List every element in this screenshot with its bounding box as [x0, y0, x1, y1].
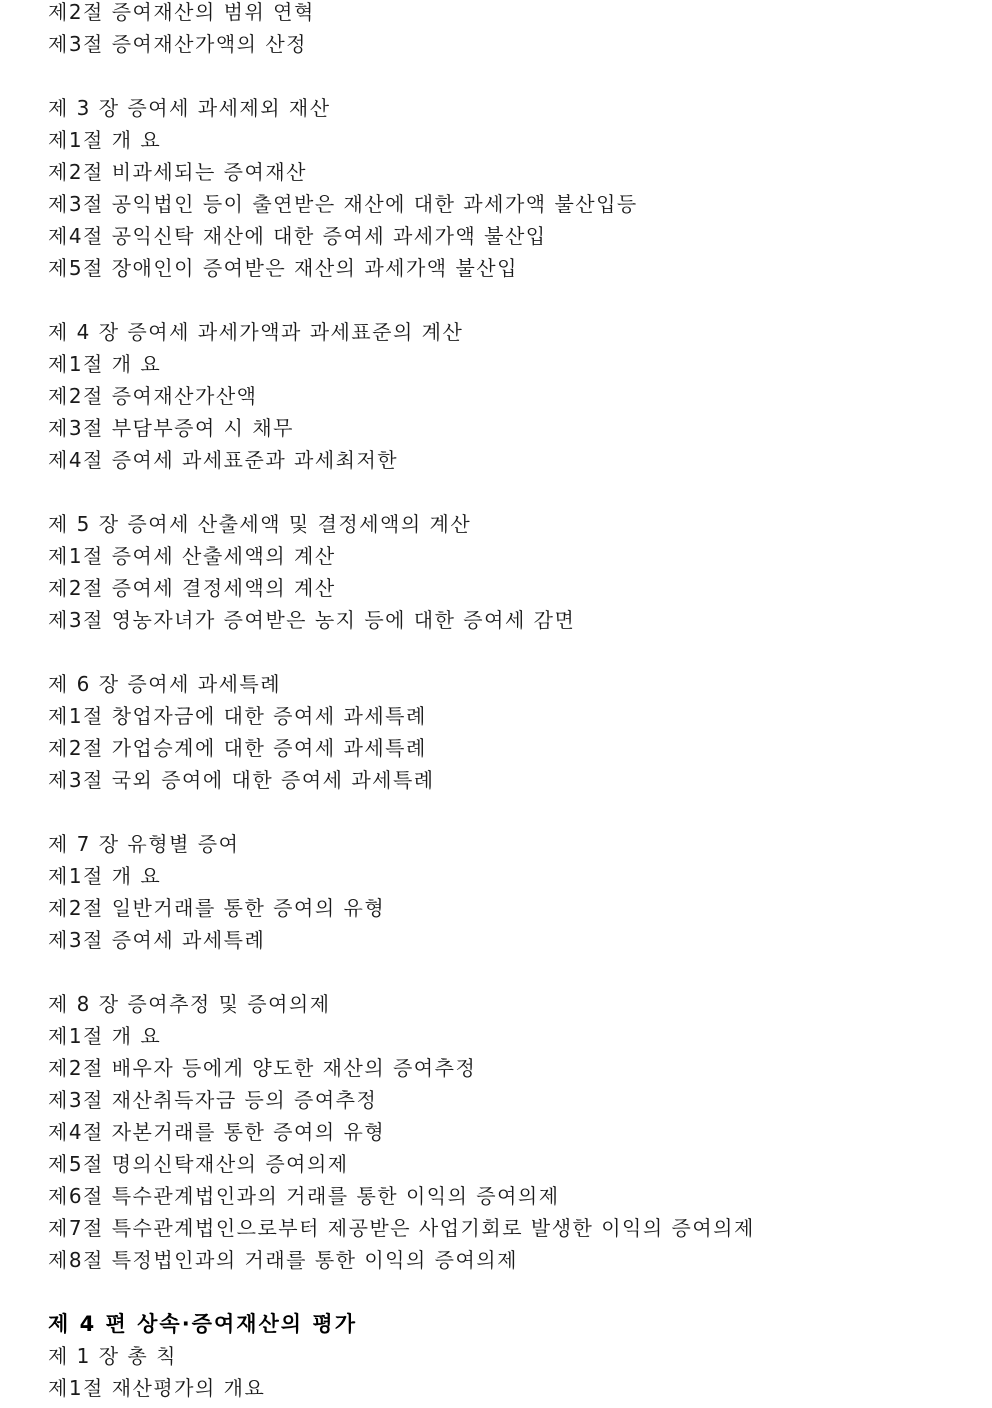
spacer — [48, 800, 968, 832]
chapter-heading: 제 8 장 증여추정 및 증여의제 — [48, 992, 331, 1016]
section-entry: 제7절 특수관계법인으로부터 제공받은 사업기회로 발생한 이익의 증여의제 — [48, 1216, 755, 1240]
chapter-heading: 제 7 장 유형별 증여 — [48, 832, 240, 856]
section-entry: 제2절 배우자 등에게 양도한 재산의 증여추정 — [48, 1056, 477, 1080]
section-entry: 제3절 증여세 과세특례 — [48, 928, 266, 952]
section-entry: 제2절 일반거래를 통한 증여의 유형 — [48, 896, 386, 920]
section-entry: 제1절 개 요 — [48, 352, 162, 376]
chapter-heading: 제 5 장 증여세 산출세액 및 결정세액의 계산 — [48, 512, 472, 536]
section-entry: 제3절 재산취득자금 등의 증여추정 — [48, 1088, 378, 1112]
section-entry: 제5절 명의신탁재산의 증여의제 — [48, 1152, 349, 1176]
section-entry: 제1절 증여세 산출세액의 계산 — [48, 544, 336, 568]
section-entry: 제2절 증여재산의 범위 연혁 — [48, 0, 315, 24]
section-entry: 제3절 국외 증여에 대한 증여세 과세특례 — [48, 768, 435, 792]
section-entry: 제3절 부담부증여 시 채무 — [48, 416, 294, 440]
section-entry: 제2절 증여세 결정세액의 계산 — [48, 576, 336, 600]
section-entry: 제1절 개 요 — [48, 864, 162, 888]
chapter-heading: 제 3 장 증여세 과세제외 재산 — [48, 96, 331, 120]
section-entry: 제5절 장애인이 증여받은 재산의 과세가액 불산입 — [48, 256, 518, 280]
section-entry: 제2절 가업승계에 대한 증여세 과세특례 — [48, 736, 427, 760]
section-entry: 제1절 창업자금에 대한 증여세 과세특례 — [48, 704, 427, 728]
spacer — [48, 1280, 968, 1312]
spacer — [48, 64, 968, 96]
section-entry: 제3절 증여재산가액의 산정 — [48, 32, 307, 56]
section-entry: 제4절 공익신탁 재산에 대한 증여세 과세가액 불산입 — [48, 224, 547, 248]
spacer — [48, 640, 968, 672]
section-entry: 제3절 공익법인 등이 출연받은 재산에 대한 과세가액 불산입등 — [48, 192, 638, 216]
chapter-heading: 제 1 장 총 칙 — [48, 1344, 177, 1368]
section-entry: 제1절 개 요 — [48, 128, 162, 152]
chapter-heading: 제 4 장 증여세 과세가액과 과세표준의 계산 — [48, 320, 464, 344]
section-entry: 제4절 증여세 과세표준과 과세최저한 — [48, 448, 399, 472]
section-entry: 제3절 영농자녀가 증여받은 농지 등에 대한 증여세 감면 — [48, 608, 576, 632]
spacer — [48, 960, 968, 992]
section-entry: 제8절 특정법인과의 거래를 통한 이익의 증여의제 — [48, 1248, 518, 1272]
section-entry: 제2절 증여재산가산액 — [48, 384, 258, 408]
section-entry: 제1절 재산평가의 개요 — [48, 1376, 266, 1400]
part-heading: 제 4 편 상속·증여재산의 평가 — [48, 1312, 357, 1336]
table-of-contents — [48, 0, 968, 1408]
section-entry: 제6절 특수관계법인과의 거래를 통한 이익의 증여의제 — [48, 1184, 560, 1208]
section-entry: 제4절 자본거래를 통한 증여의 유형 — [48, 1120, 386, 1144]
chapter-heading: 제 6 장 증여세 과세특례 — [48, 672, 282, 696]
spacer — [48, 288, 968, 320]
section-entry: 제2절 비과세되는 증여재산 — [48, 160, 307, 184]
section-entry: 제1절 개 요 — [48, 1024, 162, 1048]
spacer — [48, 480, 968, 512]
